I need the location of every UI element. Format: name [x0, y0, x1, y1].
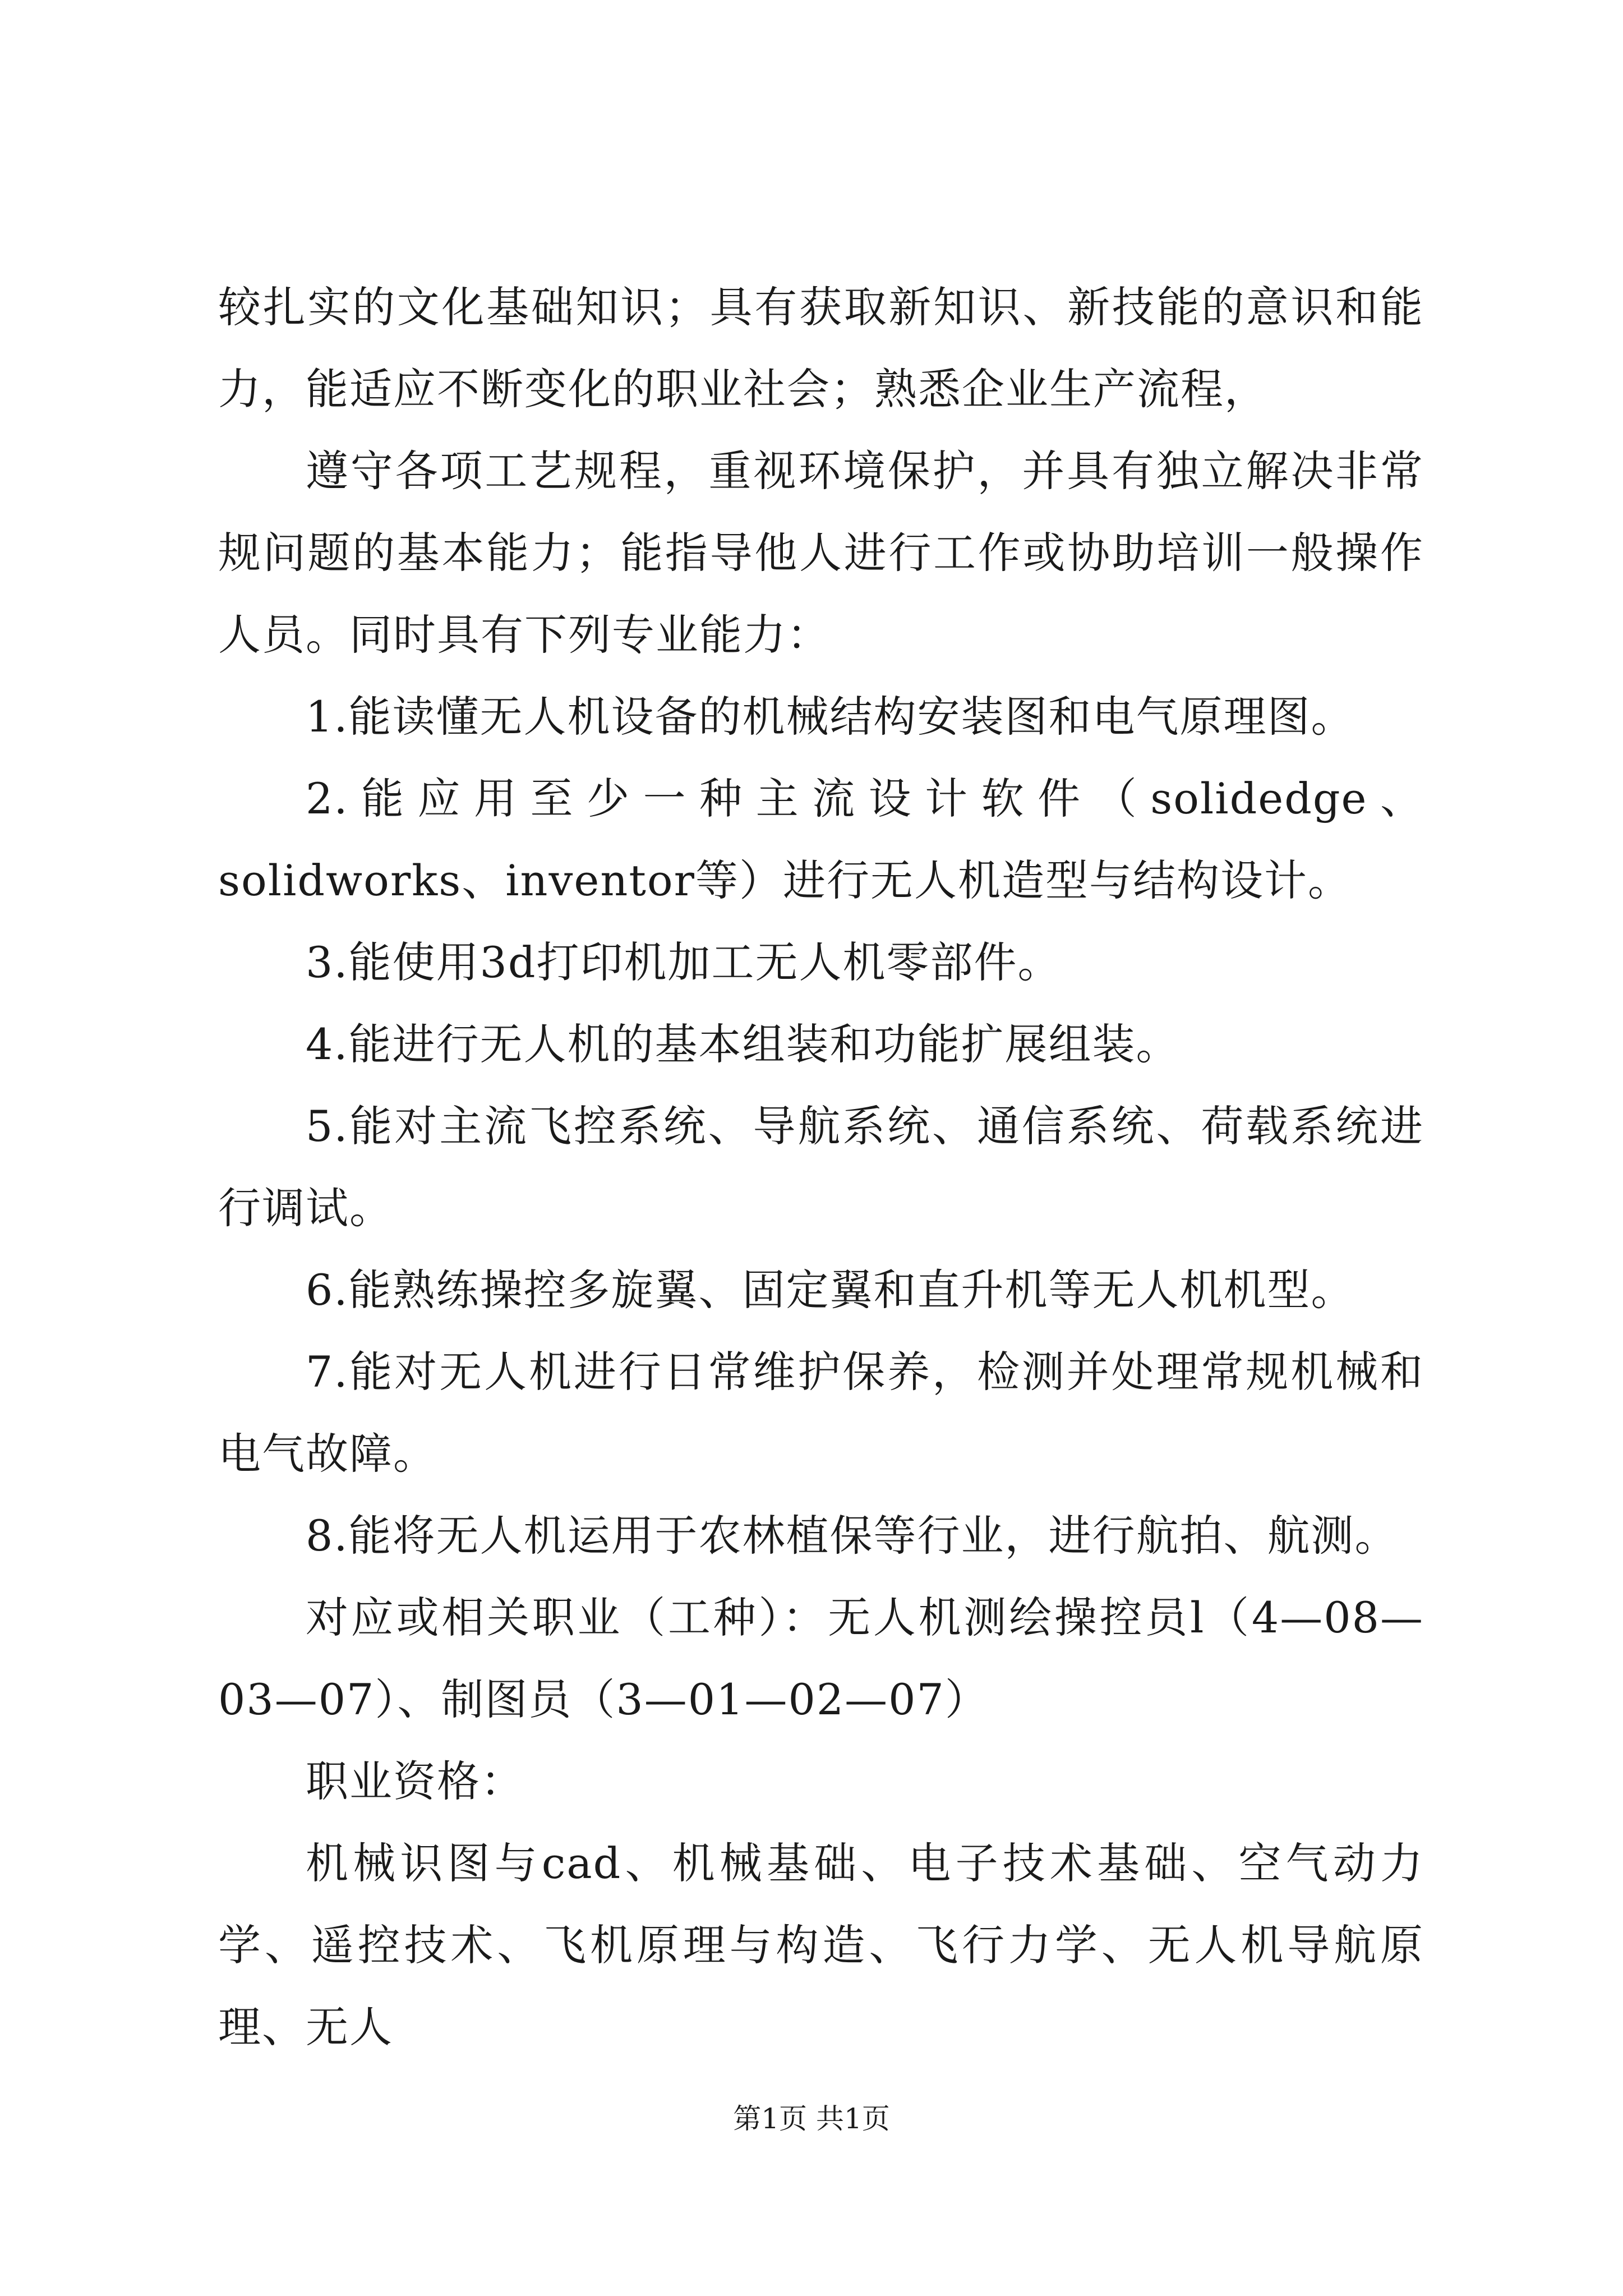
paragraph-abilities-general: 遵守各项工艺规程，重视环境保护，并具有独立解决非常规问题的基本能力；能指导他人进行工作或协助培训一般操作人员。同时具有下列专业能力：: [218, 446, 1424, 660]
list-item-1: 1.能读懂无人机设备的机械结构安装图和电气原理图。: [306, 692, 1355, 742]
paragraph-occupations: 对应或相关职业（工种）：无人机测绘操控员l（4—08—03—07）、制图员（3—01—02—07）: [218, 1593, 1424, 1724]
paragraph-courses: 机械识图与cad、机械基础、电子技术基础、空气动力学、遥控技术、飞机原理与构造、飞行力学、无人机导航原理、无人: [218, 1838, 1424, 2052]
list-item-3: 3.能使用3d打印机加工无人机零部件。: [306, 937, 1062, 987]
paragraph-qualification-heading: 职业资格：: [306, 1756, 524, 1806]
page-footer: 第1页 共1页: [733, 2102, 890, 2135]
list-item-5: 5.能对主流飞控系统、导航系统、通信系统、荷载系统进行调试。: [218, 1101, 1424, 1233]
list-item-8: 8.能将无人机运用于农林植保等行业，进行航拍、航测。: [306, 1511, 1399, 1561]
list-item-7: 7.能对无人机进行日常维护保养，检测并处理常规机械和电气故障。: [218, 1347, 1424, 1479]
list-item-2: 2.能应用至少一种主流设计软件（solidedge、solidworks、inventor等）进行无人机造型与结构设计。: [218, 774, 1424, 905]
list-item-6: 6.能熟练操控多旋翼、固定翼和直升机等无人机机型。: [306, 1265, 1355, 1315]
document-body: [218, 266, 1424, 2068]
paragraph-intro: 较扎实的文化基础知识；具有获取新知识、新技能的意识和能力，能适应不断变化的职业社会；熟悉企业生产流程，: [218, 282, 1424, 414]
list-item-4: 4.能进行无人机的基本组装和功能扩展组装。: [306, 1019, 1180, 1069]
